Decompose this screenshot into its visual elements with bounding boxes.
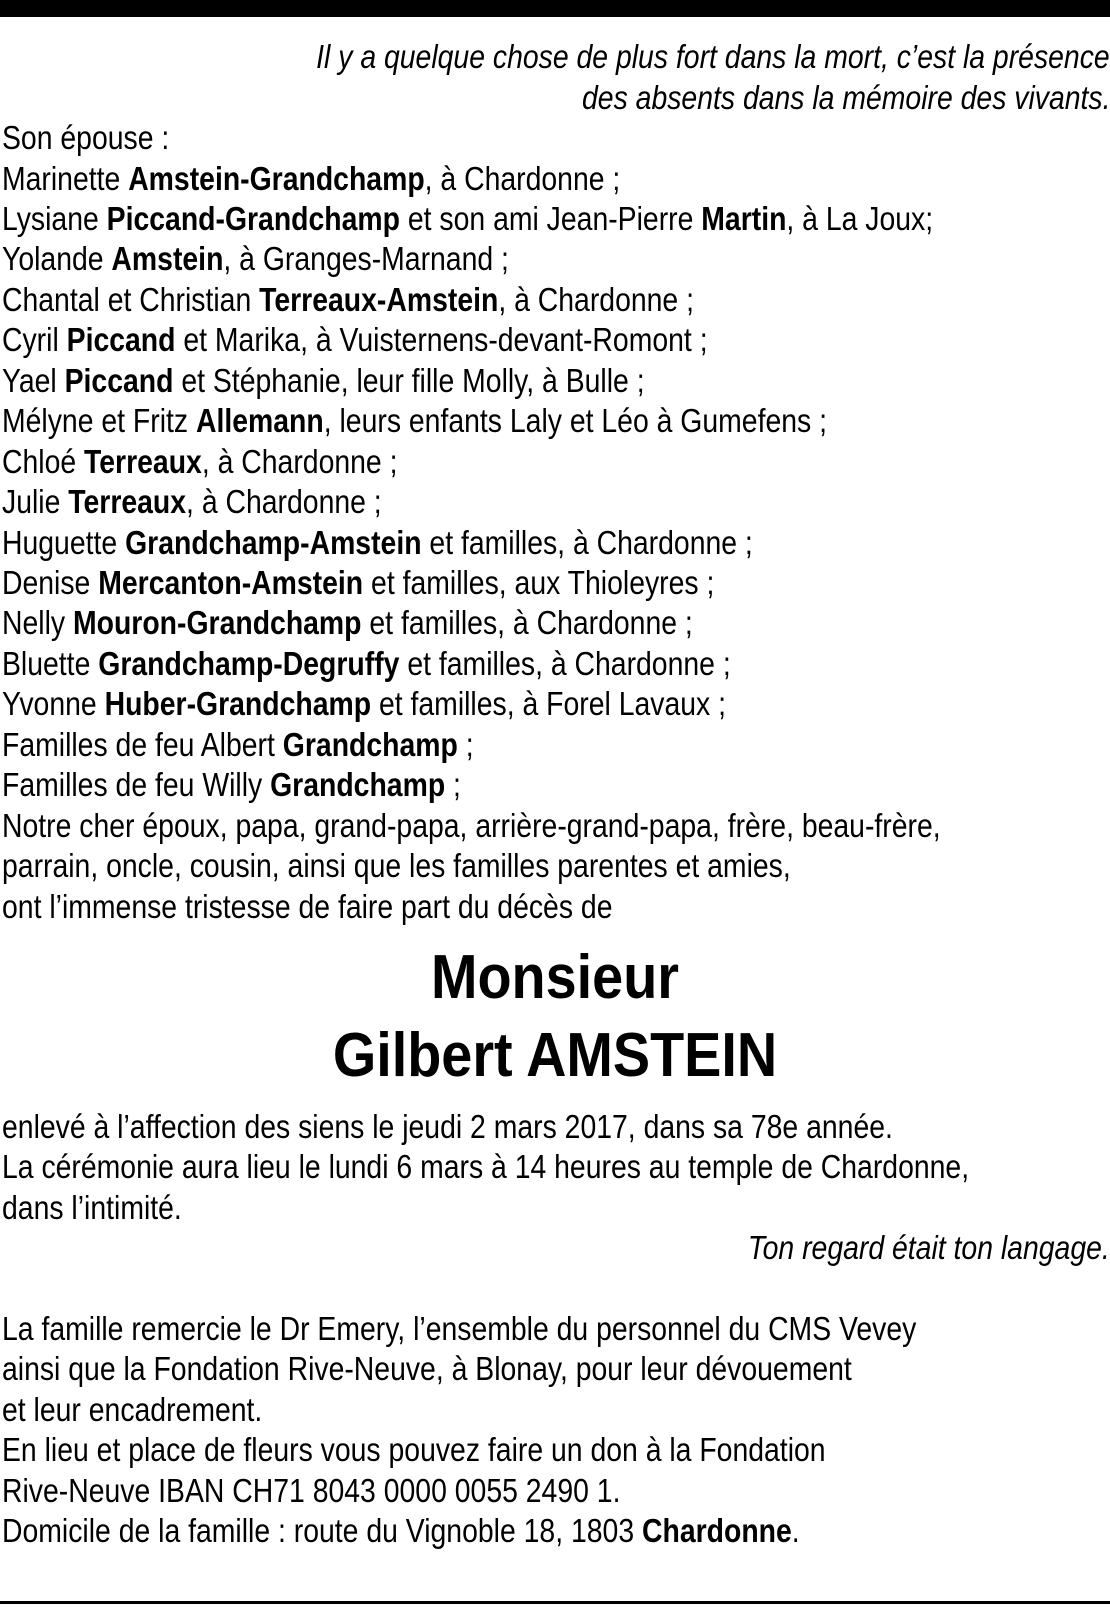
- epigraph-line-1: Il y a quelque chose de plus fort dans la mort, c’est la présence: [316, 38, 1110, 75]
- announcement-line-3: ont l’immense tristesse de faire part du décès de: [2, 888, 613, 925]
- family-entry: Cyril Piccand et Marika, à Vuisternens-devant-Romont ;: [2, 321, 708, 358]
- family-entry: Yolande Amstein, à Granges-Marnand ;: [2, 240, 509, 277]
- family-entry: Bluette Grandchamp-Degruffy et familles, à Chardonne ;: [2, 645, 731, 682]
- family-entry: Marinette Amstein-Grandchamp, à Chardonne ;: [2, 160, 621, 197]
- thanks-line-2: ainsi que la Fondation Rive-Neuve, à Blonay, pour leur dévouement: [2, 1350, 852, 1387]
- thanks-line-1: La famille remercie le Dr Emery, l’ensemble du personnel du CMS Vevey: [2, 1310, 917, 1347]
- family-entry: Nelly Mouron-Grandchamp et familles, à Chardonne ;: [2, 604, 693, 641]
- family-entry: Yvonne Huber-Grandchamp et familles, à Forel Lavaux ;: [2, 685, 726, 722]
- deceased-name: Gilbert AMSTEIN: [332, 1021, 778, 1090]
- family-entry: Julie Terreaux, à Chardonne ;: [2, 483, 382, 520]
- closing-quote: Ton regard était ton langage.: [748, 1229, 1110, 1266]
- bottom-rule: [0, 1601, 1110, 1604]
- family-entry: Familles de feu Albert Grandchamp ;: [2, 726, 474, 763]
- family-entry: Mélyne et Fritz Allemann, leurs enfants Laly et Léo à Gumefens ;: [2, 402, 827, 439]
- deceased-honorific: Monsieur: [430, 943, 680, 1012]
- donation-line-1: En lieu et place de fleurs vous pouvez faire un don à la Fondation: [2, 1431, 826, 1468]
- family-entry: Yael Piccand et Stéphanie, leur fille Molly, à Bulle ;: [2, 362, 645, 399]
- details-line-2: La cérémonie aura lieu le lundi 6 mars à 14 heures au temple de Chardonne,: [2, 1148, 970, 1185]
- family-address: Domicile de la famille : route du Vignoble 18, 1803 Chardonne.: [2, 1512, 800, 1549]
- thanks-line-3: et leur encadrement.: [2, 1391, 263, 1428]
- family-entry: Lysiane Piccand-Grandchamp et son ami Jean-Pierre Martin, à La Joux;: [2, 200, 934, 237]
- family-intro: Son épouse :: [2, 119, 170, 156]
- family-entry: Huguette Grandchamp-Amstein et familles, à Chardonne ;: [2, 524, 753, 561]
- announcement-line-1: Notre cher époux, papa, grand-papa, arrière-grand-papa, frère, beau-frère,: [2, 807, 941, 844]
- family-entry: Familles de feu Willy Grandchamp ;: [2, 766, 461, 803]
- details-line-3: dans l’intimité.: [2, 1189, 182, 1226]
- details-line-1: enlevé à l’affection des siens le jeudi 2 mars 2017, dans sa 78e année.: [2, 1108, 893, 1145]
- top-rule: [0, 0, 1110, 17]
- announcement-line-2: parrain, oncle, cousin, ainsi que les familles parentes et amies,: [2, 847, 791, 884]
- family-entry: Denise Mercanton-Amstein et familles, aux Thioleyres ;: [2, 564, 715, 601]
- donation-line-2: Rive-Neuve IBAN CH71 8043 0000 0055 2490 1.: [2, 1472, 621, 1509]
- epigraph-line-2: des absents dans la mémoire des vivants.: [581, 79, 1110, 116]
- family-entry: Chantal et Christian Terreaux-Amstein, à Chardonne ;: [2, 281, 694, 318]
- family-entry: Chloé Terreaux, à Chardonne ;: [2, 443, 398, 480]
